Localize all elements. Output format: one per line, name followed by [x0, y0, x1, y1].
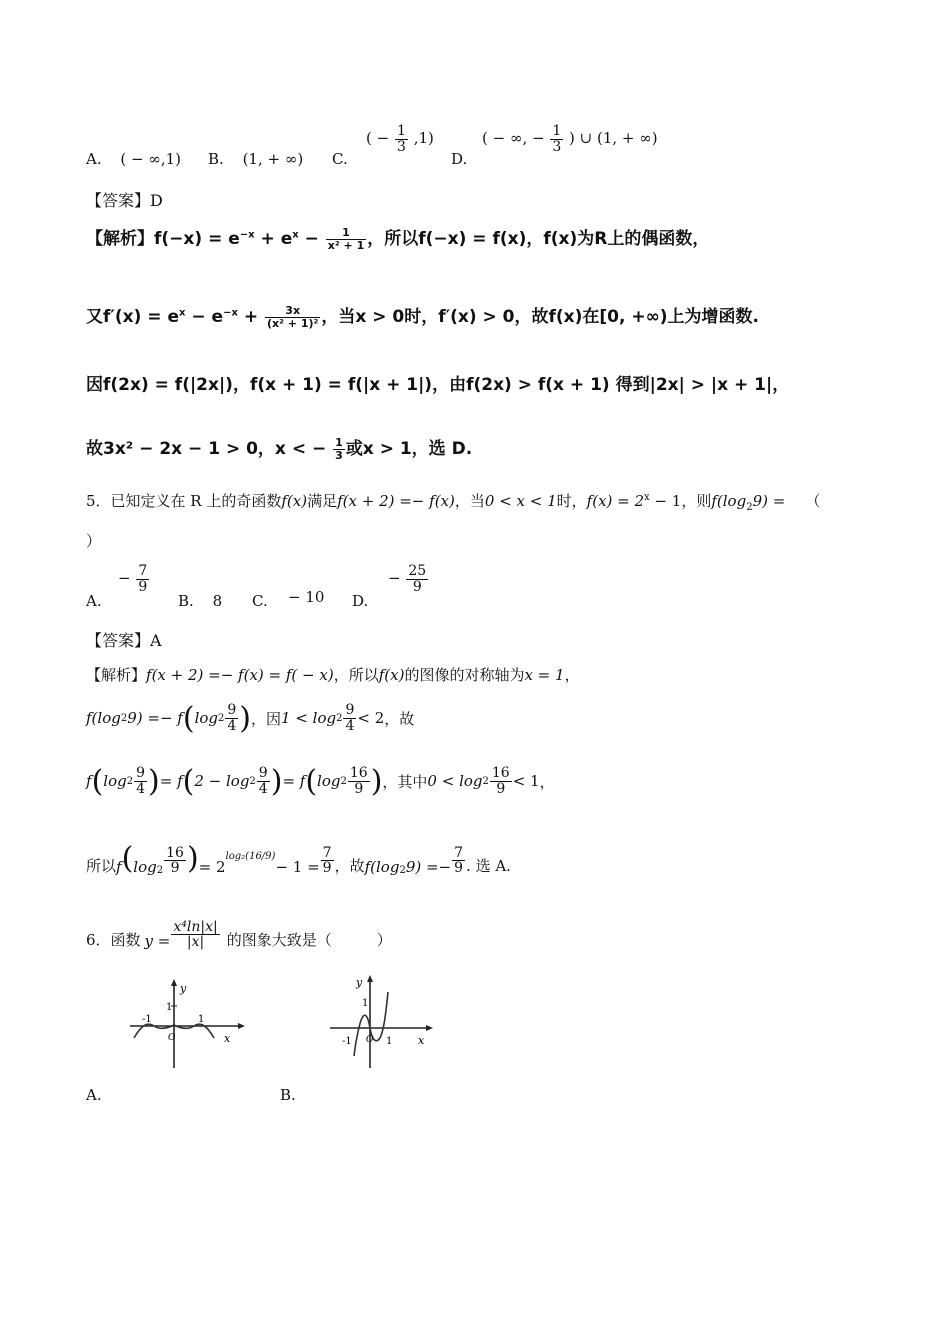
- numerator: x⁴ln|x|: [173, 918, 218, 935]
- paren-close: ): [239, 700, 252, 736]
- paren-close: ): [186, 841, 199, 876]
- denominator: 9: [490, 781, 512, 797]
- fraction: [406, 564, 428, 594]
- expr: 故3x² − 2x − 1 > 0，x < −: [86, 439, 327, 459]
- stem-text: 满足: [307, 492, 338, 510]
- option-value: 8: [212, 592, 223, 610]
- q6-option-a-label: A.: [86, 1086, 102, 1104]
- label-origin: O: [168, 1033, 176, 1043]
- numerator: 1: [335, 435, 343, 449]
- math: < 2: [357, 709, 385, 727]
- q4-option-b: [208, 150, 303, 168]
- q5-option-d-value: [388, 564, 429, 594]
- math: 2 − log: [194, 772, 250, 790]
- text: ，故: [334, 857, 365, 875]
- fraction: [326, 227, 366, 251]
- q5-option-a-value: [118, 564, 150, 594]
- text: . 选 A.: [466, 857, 511, 875]
- numerator: 9: [227, 701, 237, 718]
- subscript: 2: [120, 712, 128, 724]
- math: 9) =: [752, 492, 786, 510]
- math: f(x) = 2: [586, 492, 645, 510]
- superscript: x: [179, 307, 186, 319]
- q4-analysis-line-1: [86, 224, 709, 251]
- q4-analysis-line-4: [86, 434, 472, 461]
- q5-analysis-line-4: [86, 818, 511, 876]
- text: ，故: [384, 709, 415, 728]
- expr-tail: 或x > 1，选 D.: [345, 439, 473, 459]
- x-axis-arrow: [238, 1023, 245, 1029]
- denominator: 9: [164, 860, 186, 876]
- stem-text: 6．函数: [86, 931, 141, 949]
- q4-answer: 【答案】D: [86, 191, 163, 210]
- value-suffix: ) ∪ (1, + ∞): [569, 129, 658, 148]
- numerator: 7: [138, 563, 148, 579]
- option-value: ( − ∞,1): [120, 150, 182, 168]
- stem-text: ，当: [454, 492, 485, 510]
- expr-tail: ，当x > 0时，f′(x) > 0，故f(x)在[0, +∞)上为增函数.: [321, 307, 760, 327]
- superscript: x: [644, 492, 650, 503]
- fraction: [333, 437, 345, 461]
- label-neg-one: -1: [342, 1036, 352, 1047]
- fraction: [164, 846, 186, 876]
- q5-analysis-line-1: [86, 664, 580, 685]
- denominator: 9: [138, 578, 148, 595]
- denominator: 3: [552, 138, 562, 155]
- math: 9) =−: [405, 858, 452, 876]
- analysis-label: 【解析】: [86, 229, 154, 249]
- option-label: B.: [208, 150, 224, 168]
- q5-analysis-line-2: [86, 694, 414, 742]
- fraction: [395, 124, 408, 154]
- math: log: [133, 858, 157, 876]
- paren-open: (: [182, 700, 195, 736]
- q5-stem: [86, 490, 820, 513]
- fraction: [136, 564, 149, 594]
- denominator: 4: [345, 717, 355, 734]
- math: f(x + 2) =− f(x) = f( − x): [146, 666, 334, 684]
- q4-analysis-line-3: 因f(2x) = f(|2x|)，f(x + 1) = f(|x + 1|)，由f(2x) > f(x + 1) 得到|2x| > |x + 1|，: [86, 375, 790, 395]
- label-one: 1: [166, 1002, 173, 1013]
- numerator: 9: [258, 764, 268, 781]
- math: y =: [144, 932, 171, 950]
- numerator: 9: [136, 764, 146, 781]
- option-value: (1, + ∞): [242, 150, 304, 168]
- math: − 1 =: [275, 858, 320, 876]
- fraction: [134, 766, 147, 796]
- subscript: 2: [218, 712, 225, 724]
- math: 9) =− f: [127, 709, 183, 727]
- superscript: −x: [239, 229, 255, 241]
- label-origin: O: [366, 1035, 374, 1045]
- expr: f(−x) = e: [154, 229, 240, 249]
- fraction: [321, 846, 334, 876]
- math: x = 1: [524, 666, 565, 684]
- label-x: x: [224, 1032, 231, 1045]
- numerator: 1: [552, 123, 562, 139]
- fraction: [490, 766, 512, 796]
- math: f(x): [378, 666, 405, 684]
- expr: +: [237, 307, 259, 327]
- math: f(x): [281, 492, 308, 510]
- subscript: 2: [126, 775, 134, 787]
- expr: + e: [254, 229, 293, 249]
- math: f(log: [364, 858, 400, 876]
- paren-close: ): [148, 763, 160, 799]
- fraction: [225, 703, 238, 733]
- stem-text: 时，: [556, 492, 587, 510]
- expr-tail: ，所以f(−x) = f(x)，f(x)为R上的偶函数，: [367, 229, 710, 249]
- q4-option-d-value: [482, 124, 658, 154]
- label-y: y: [180, 982, 187, 995]
- curve: [354, 992, 388, 1056]
- denominator: 3: [396, 138, 406, 155]
- text: ，其中: [382, 772, 428, 791]
- numerator: 16: [491, 764, 510, 781]
- math: < 1: [512, 772, 540, 790]
- denominator: 9: [348, 781, 370, 797]
- denominator: x² + 1: [327, 238, 365, 252]
- value-prefix: ( − ∞, −: [482, 129, 545, 148]
- numerator: 1: [342, 225, 350, 239]
- q4-option-a: [86, 150, 181, 168]
- denominator: 9: [322, 860, 332, 877]
- math: f: [86, 772, 92, 790]
- y-axis-arrow: [367, 975, 373, 982]
- math: f: [116, 858, 122, 876]
- paren-open: (: [121, 841, 134, 876]
- stem-text: 5．已知定义在 R 上的奇函数: [86, 492, 282, 510]
- math: f(log: [86, 709, 121, 727]
- text: ，因: [251, 709, 282, 728]
- text: 的图像的对称轴为: [404, 666, 525, 684]
- fraction: [452, 846, 465, 876]
- paren-open: (: [182, 763, 195, 799]
- q6-graph-a: [128, 978, 248, 1072]
- math: 0 < log: [427, 772, 483, 790]
- superscript: −x: [223, 307, 238, 319]
- label-neg-one: -1: [142, 1014, 152, 1025]
- math: log: [194, 709, 218, 727]
- subscript: 2: [340, 775, 347, 787]
- q5-answer: 【答案】A: [86, 631, 162, 650]
- fraction: [257, 766, 270, 796]
- fraction: [343, 703, 356, 733]
- q4-option-d-label: D.: [451, 150, 468, 168]
- paren-close: ): [270, 763, 283, 799]
- math: f(x + 2) =− f(x): [337, 492, 455, 510]
- math: log: [103, 772, 127, 790]
- denominator: (x² + 1)²: [267, 316, 319, 330]
- label-y: y: [356, 976, 363, 989]
- math: f(log: [711, 492, 747, 510]
- text: 所以: [86, 857, 117, 875]
- denominator: 9: [454, 860, 464, 877]
- stem-text: （: [805, 492, 821, 510]
- math: = f: [282, 772, 306, 790]
- text: ，: [539, 772, 555, 791]
- y-axis-arrow: [171, 979, 177, 986]
- label-x: x: [418, 1034, 425, 1047]
- superscript: x: [292, 229, 299, 241]
- q5-option-a-label: A.: [86, 592, 102, 610]
- label-one-x: 1: [386, 1036, 393, 1047]
- math: log: [317, 772, 341, 790]
- subscript: 2: [399, 865, 406, 876]
- q4-option-c-label: C.: [332, 150, 348, 168]
- numerator: 3x: [285, 303, 301, 317]
- subscript: 2: [482, 775, 489, 787]
- fraction: [265, 305, 320, 329]
- q6-graph-b: [328, 972, 440, 1072]
- sign: −: [118, 569, 131, 588]
- x-axis-arrow: [426, 1025, 433, 1031]
- q6-stem: [86, 904, 392, 950]
- numerator: 7: [322, 844, 332, 861]
- q5-option-c-label: C.: [252, 592, 268, 610]
- value-prefix: ( −: [366, 129, 390, 148]
- q5-option-d-label: D.: [352, 592, 369, 610]
- denominator: 9: [406, 579, 428, 595]
- paren-open: (: [91, 763, 104, 799]
- subscript: 2: [156, 865, 164, 876]
- paren-close: ): [370, 763, 383, 799]
- text: ，: [564, 666, 580, 684]
- numerator: 9: [345, 701, 355, 718]
- value-suffix: ,1): [413, 129, 434, 148]
- numerator: 25: [408, 563, 427, 579]
- denominator: 3: [335, 448, 343, 462]
- sign: −: [388, 569, 401, 588]
- expr: − e: [185, 307, 224, 327]
- subscript: 2: [249, 775, 256, 787]
- expr: 又f′(x) = e: [86, 307, 179, 327]
- denominator: |x|: [171, 934, 219, 950]
- label-one-x: 1: [198, 1014, 205, 1025]
- denominator: 4: [136, 780, 146, 797]
- q5-option-b: [178, 592, 222, 610]
- subscript: 2: [746, 502, 753, 513]
- expr: −: [298, 229, 319, 249]
- fraction: [171, 920, 219, 950]
- numerator: 16: [166, 844, 184, 861]
- stem-text: ，则: [681, 492, 712, 510]
- text: ，所以: [333, 666, 379, 684]
- option-label: B.: [178, 592, 194, 610]
- math: = 2: [198, 858, 226, 876]
- numerator: 7: [454, 844, 464, 861]
- math: 1 < log: [281, 709, 337, 727]
- fraction: [348, 766, 370, 796]
- stem-text: 的图象大致是（ ）: [226, 931, 392, 949]
- subscript: 2: [336, 712, 343, 724]
- q5-option-c-value: − 10: [288, 588, 325, 606]
- q5-stem-close: ）: [86, 532, 102, 550]
- math: − 1: [649, 492, 682, 510]
- fraction: [550, 124, 563, 154]
- math: 0 < x < 1: [484, 492, 557, 510]
- denominator: 4: [227, 717, 237, 734]
- superscript: log₂(16/9): [225, 851, 276, 862]
- q4-option-c-value: [366, 124, 434, 154]
- label-one: 1: [362, 998, 369, 1009]
- math: = f: [159, 772, 183, 790]
- paren-open: (: [305, 763, 318, 799]
- q4-analysis-line-2: [86, 302, 759, 329]
- q5-analysis-line-3: [86, 756, 555, 806]
- numerator: 16: [349, 764, 368, 781]
- analysis-label: 【解析】: [86, 666, 147, 684]
- q6-option-b-label: B.: [280, 1086, 296, 1104]
- option-label: A.: [86, 150, 102, 168]
- numerator: 1: [396, 123, 406, 139]
- denominator: 4: [258, 780, 268, 797]
